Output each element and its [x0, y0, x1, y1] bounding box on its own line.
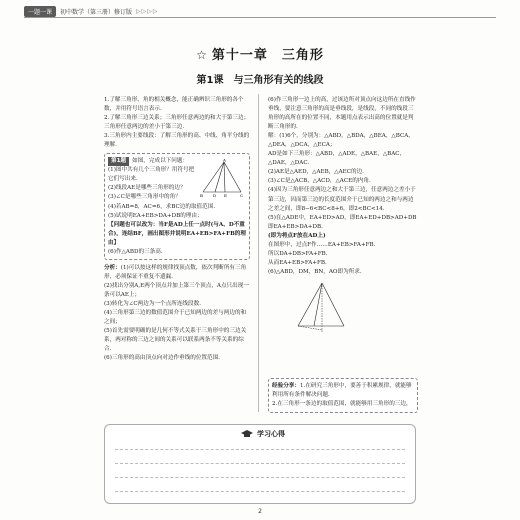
notes-line: [115, 463, 405, 464]
question-4: (4)若AB=8，AC=6，求BC边的取值范围.: [108, 203, 216, 210]
notes-line: [115, 449, 405, 450]
label-d: D: [213, 193, 217, 199]
label-b: B: [200, 193, 203, 199]
experience-2: 2.在三角形一条边的取值范围，就能够用三角形的三边，: [272, 401, 412, 408]
goal-1: 1.了解三角形、角的相关概念，能正确辨识三角形的各个数，并用符号语言表示.: [104, 97, 244, 113]
question-6: (6)作△ABD的三条高.: [108, 248, 163, 255]
analysis-5: (5)首先需要明确的是几何不等式关系于三角形中的三边关系，两对称的三边之间的关系可以联系两条不等关系的综合.: [104, 328, 247, 353]
notes-header: [241, 429, 285, 439]
solution-intro: (6)作三角形一边上的高，过该边所对顶点向这边所在直线作垂线，要注意三角形的高是垂线段，是线段，不同的线段三角形的高所在的位置不同，本题用点表示出高的位置就是判断三角形的.: [268, 97, 416, 131]
star-icon: ☆: [196, 48, 208, 62]
analysis-3: (3)转化为∠C两边为一个点所连线段数.: [104, 300, 201, 307]
solution-1b: AD是如下三角形：△ABD，△ADE，△BAE，△BAC，△DAE，△DAC.: [268, 151, 406, 167]
analysis-section: [104, 264, 250, 364]
column-divider: [258, 94, 259, 412]
question-1: (1)图中共有几个三角形？用符号把它们写出来.: [108, 167, 195, 183]
goal-3: 3.三角形内主要线段：了解三角形的高、中线、角平分线的理解.: [104, 133, 250, 149]
notes-line: [115, 491, 405, 492]
page-number: 2: [258, 508, 262, 515]
analysis-label: 分析：: [104, 264, 121, 271]
solution-5d: 所以DA+DB>FA+FB.: [268, 250, 328, 257]
notes-title: 学习心得: [257, 430, 285, 438]
example-box: [104, 153, 250, 260]
graduation-cap-icon: [241, 430, 253, 439]
series-badge: 一题一课: [24, 6, 56, 17]
book-title: 初中数学（第三册）修订版: [60, 9, 133, 16]
experience-box: [268, 378, 418, 413]
solution-5-hint: (即为将点F放在AD上): [268, 232, 326, 239]
right-column: [268, 96, 418, 338]
analysis-2: (2)找出分别A,E两个顶点并加上第三个顶点，A点只出现一条可以AE上；: [104, 282, 249, 298]
solution-1: 解：(1)6个，分别为：△ABD，△BDA，△BEA，△BCA，△DEA，△DCA，△ECA；: [268, 133, 414, 149]
question-2: (2)线段AE是哪些三角形的边？: [108, 185, 186, 192]
notes-line: [115, 477, 405, 478]
triangle-figure: [199, 158, 245, 200]
header: [24, 6, 159, 17]
label-c: C: [240, 193, 244, 199]
solution-3: (3)∠C是△ACB，△ACD，△ACE的内角.: [268, 178, 371, 185]
analysis-6: (6)三角形的高由顶点向对边作垂线的位置范围.: [104, 355, 220, 362]
analysis-4: (4)三角形第三边的数值范围介于已知两边的差与两边的和之间；: [104, 310, 247, 326]
notes-box[interactable]: [104, 424, 416, 504]
header-rule: [24, 17, 496, 18]
label-e: E: [224, 193, 227, 199]
left-column: [104, 96, 250, 363]
analysis-1: (1)可以按这样的规律找顶点数，依次判断所有三角形，必须保证不重复不遗漏.: [104, 264, 247, 280]
goal-2: 2.了解三角形三边关系；三角形任意两边的和大于第三边；三角形任意两边的差小于第三边.: [104, 115, 250, 131]
chapter-title-text: 第十一章 三角形: [211, 48, 324, 63]
solution-6: (6)△ABD，DM，BN，AO即为所求.: [268, 268, 362, 275]
question-5: (5)试说明EA+EB>DA+DB的理由；: [108, 212, 203, 219]
solution-5c: 在图形中，过点F作……EA+EB>FA+FB.: [268, 241, 376, 248]
lesson-title: 第1课 与三角形有关的线段: [196, 75, 324, 86]
question-hint: 【问题也可以改为：当F是AD上任一点时(与A、D不重合)，连结BF，画出图形并说明EA+EB>FA+FB的理由】: [108, 221, 246, 246]
header-arrows: ▷▷▷▷: [136, 8, 159, 15]
chapter-title: [0, 44, 520, 63]
experience-1: 1.在研究三角形中，要善于积累规律，就能够利用所有条件解决问题.: [272, 383, 412, 399]
experience-label: 经验分享：: [272, 383, 300, 389]
solution-5: (5)在△ADE中，EA+ED>AD，即EA+ED+DB>AD+DB即EA+EB>DA+DB.: [268, 214, 417, 230]
question-3: (3)∠C是哪些三角形中的角？: [108, 194, 181, 201]
label-a: A: [223, 158, 226, 163]
altitude-figure: [292, 280, 352, 336]
solution-4: (4)因为三角形任意两边之和大于第三边，任意两边之差小于第三边，因而第三边的长度范围介于已知的两边之和与两边之差之间，即8−6<BC<8+6，即2<BC<14.: [268, 187, 416, 212]
example-tag: 第1题: [108, 157, 129, 166]
solution-2: (2)AE是△AED，△AEB，△AEC的边.: [268, 169, 364, 176]
solution-5e: 从而EA+EB>FA+FB.: [268, 259, 327, 266]
example-intro: 如图，完成以下问题：: [132, 158, 189, 165]
